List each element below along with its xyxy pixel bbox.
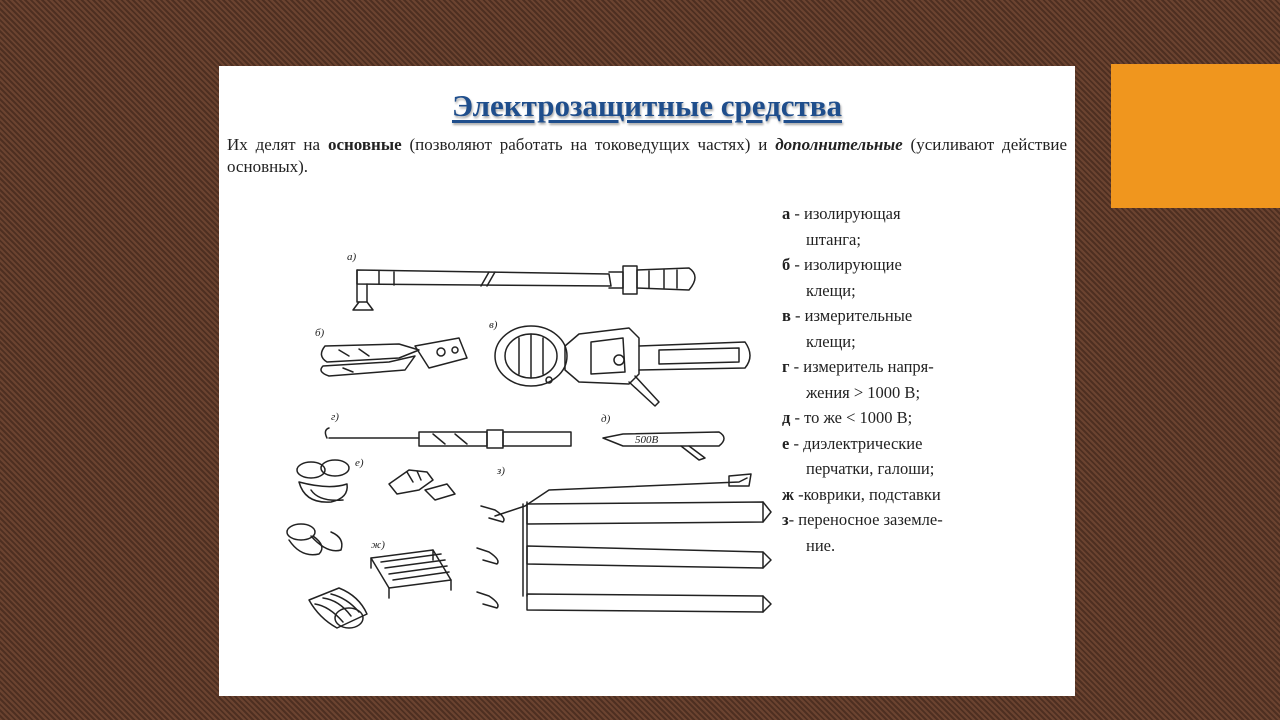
legend-item-z: з- переносное заземле-	[782, 510, 943, 529]
label-zh: ж)	[371, 539, 385, 551]
legend-item-b-cont: клещи;	[806, 280, 856, 300]
label-a: а)	[347, 251, 357, 263]
measuring-clamps-drawing	[495, 326, 750, 406]
legend-item-e-cont: перчатки, галоши;	[806, 459, 935, 478]
low-voltage-tester-drawing	[603, 432, 724, 460]
legend-item-zh: ж -коврики, подставки	[782, 484, 941, 504]
insulating-stand-drawing	[371, 550, 451, 598]
label-d: д)	[601, 413, 611, 425]
label-e: е)	[355, 457, 364, 469]
intro-basic-term: основные	[327, 135, 402, 154]
legend-item-v: в - измерительные	[782, 306, 913, 325]
legend-item-g-cont: жения > 1000 В;	[806, 382, 921, 402]
label-b: б)	[315, 327, 325, 339]
legend-item-v-cont: клещи;	[806, 331, 856, 351]
legend-list	[782, 201, 1012, 558]
dielectric-gloves-drawing	[389, 470, 455, 500]
slide-title: Электрозащитные средства	[451, 88, 843, 123]
dielectric-galoshes-drawing	[287, 460, 349, 555]
portable-earthing-drawing	[477, 474, 771, 612]
label-v: в)	[489, 319, 498, 331]
legend-item-a-cont: штанга;	[806, 229, 861, 249]
label-g: г)	[331, 411, 339, 423]
label-z: з)	[497, 465, 505, 477]
intro-text-1: Их делят на	[227, 135, 328, 154]
slide-content	[219, 66, 1075, 696]
tester-label: 500В	[635, 434, 659, 446]
insulating-pliers-drawing	[321, 338, 467, 376]
legend-item-z-cont: ние.	[806, 535, 836, 555]
legend-item-d: д - то же < 1000 В;	[782, 408, 913, 427]
high-voltage-indicator-drawing	[325, 428, 571, 448]
legend-item-e: е - диэлектрические	[782, 433, 923, 453]
intro-text-3: (усиливают действие основных).	[227, 135, 1067, 176]
intro-additional-term: дополнительные	[775, 135, 903, 154]
orange-accent-block	[1111, 64, 1280, 208]
rubber-mat-drawing	[309, 588, 367, 628]
legend-item-g: г - измеритель напря-	[782, 357, 934, 376]
insulating-rod-drawing	[353, 266, 695, 310]
intro-text-2: (позволяют работать на токоведущих частях) и	[401, 135, 776, 154]
legend-item-a: а - изолирующая	[782, 204, 901, 223]
legend-item-b: б - изолирующие	[782, 255, 902, 274]
